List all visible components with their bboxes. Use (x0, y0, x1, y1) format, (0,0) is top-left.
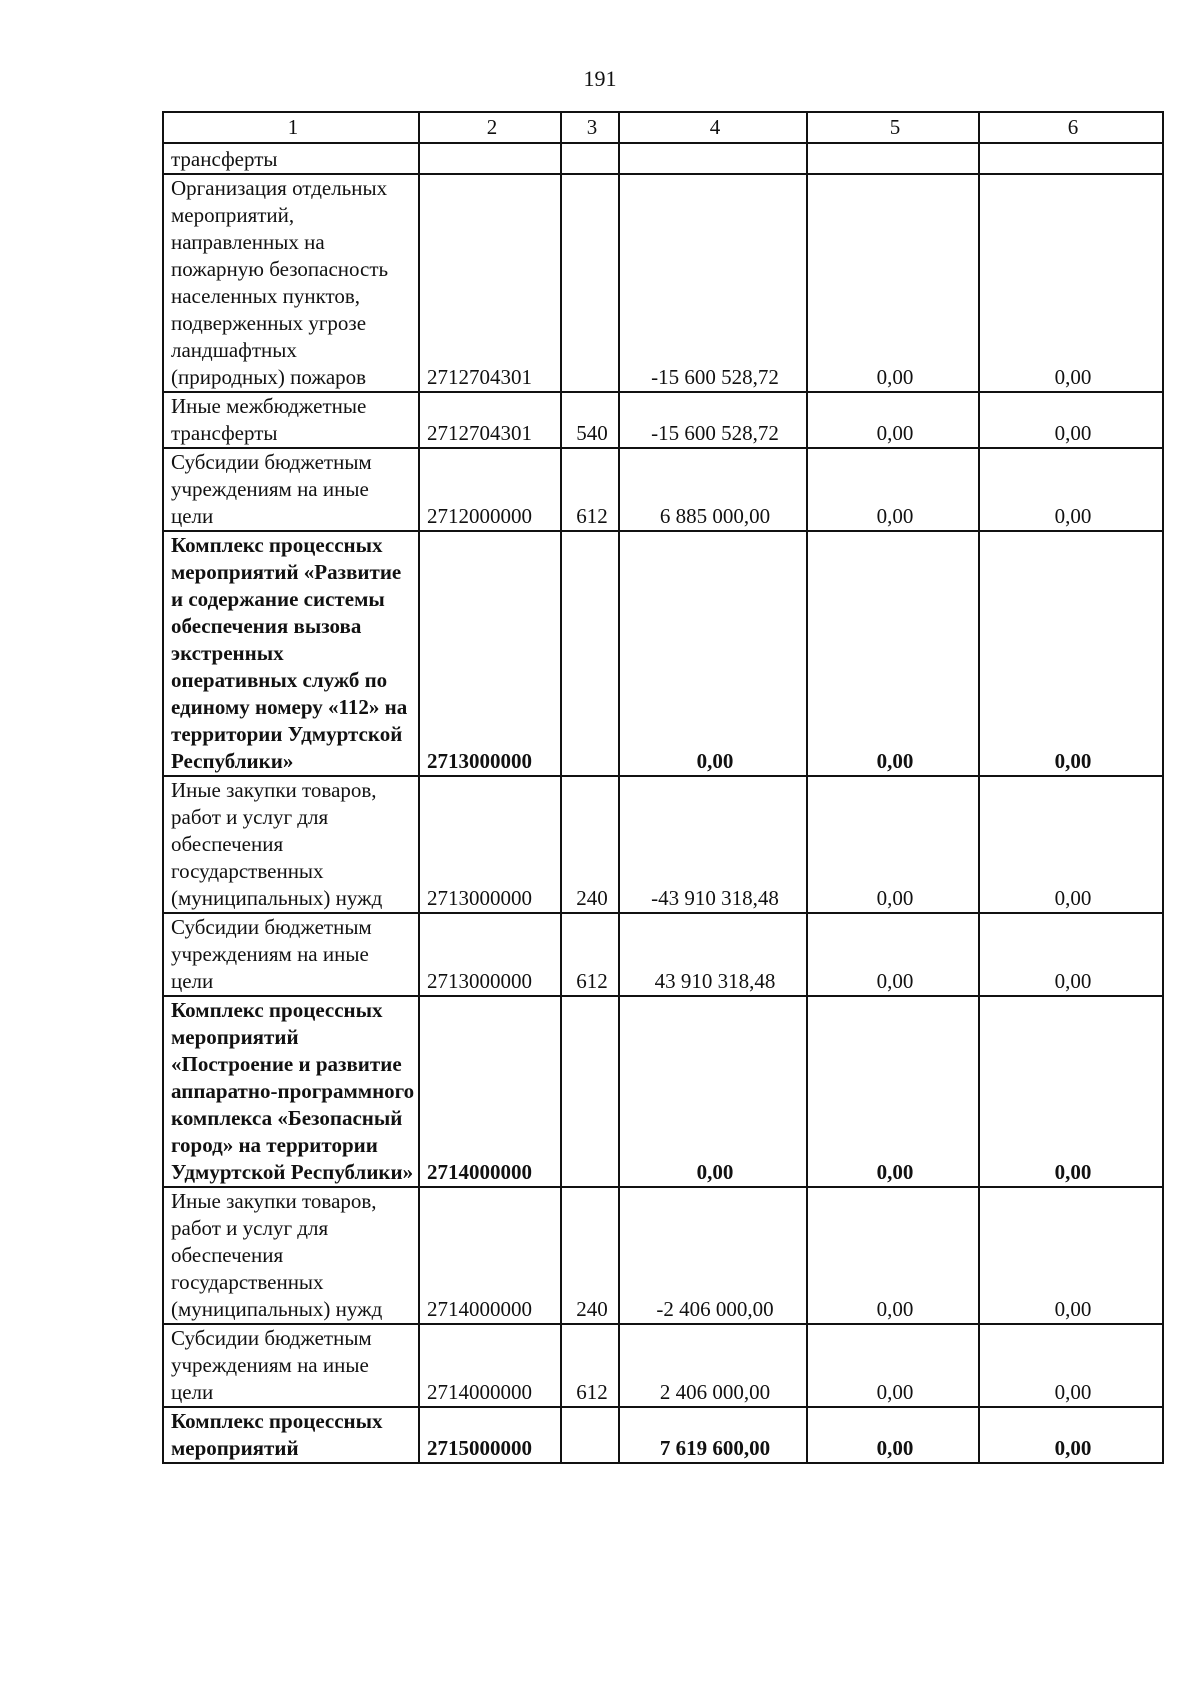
row-year3-cell: 0,00 (979, 392, 1163, 448)
row-code-cell: 2714000000 (419, 996, 561, 1187)
row-expense-type-cell (561, 531, 619, 776)
row-year3-cell: 0,00 (979, 776, 1163, 913)
row-amount-cell: -43 910 318,48 (619, 776, 807, 913)
row-year3-cell: 0,00 (979, 996, 1163, 1187)
table-row (163, 996, 1163, 1187)
row-year3-cell: 0,00 (979, 531, 1163, 776)
row-expense-type-cell (561, 996, 619, 1187)
row-code-cell: 2712704301 (419, 174, 561, 392)
page-number: 191 (583, 66, 617, 91)
row-amount-cell: 0,00 (619, 531, 807, 776)
row-amount-cell (619, 143, 807, 174)
table-row (163, 1407, 1163, 1463)
row-amount-cell: -15 600 528,72 (619, 174, 807, 392)
row-name-cell: Организация отдельных мероприятий, направленных на пожарную безопасность населенных пунктов, подверженных угрозе ландшафтных (природных) пожаров (163, 174, 419, 392)
budget-table-body (163, 112, 1163, 1463)
row-year2-cell: 0,00 (807, 776, 979, 913)
row-year3-cell: 0,00 (979, 913, 1163, 996)
column-header: 1 (163, 112, 419, 143)
row-code-cell: 2713000000 (419, 913, 561, 996)
row-year2-cell: 0,00 (807, 913, 979, 996)
row-year2-cell: 0,00 (807, 996, 979, 1187)
row-year3-cell: 0,00 (979, 1407, 1163, 1463)
row-year2-cell: 0,00 (807, 531, 979, 776)
row-expense-type-cell (561, 1407, 619, 1463)
row-year2-cell: 0,00 (807, 1407, 979, 1463)
row-year3-cell: 0,00 (979, 1324, 1163, 1407)
row-year2-cell: 0,00 (807, 1324, 979, 1407)
row-expense-type-cell: 240 (561, 1187, 619, 1324)
table-row (163, 913, 1163, 996)
row-year3-cell: 0,00 (979, 174, 1163, 392)
row-expense-type-cell: 540 (561, 392, 619, 448)
row-name-cell: трансферты (163, 143, 419, 174)
column-number-row (163, 112, 1163, 143)
budget-table (162, 111, 1164, 1464)
column-header: 2 (419, 112, 561, 143)
row-name-cell: Комплекс процессных мероприятий (163, 1407, 419, 1463)
row-code-cell: 2713000000 (419, 531, 561, 776)
row-code-cell: 2714000000 (419, 1324, 561, 1407)
row-name-cell: Субсидии бюджетным учреждениям на иные цели (163, 1324, 419, 1407)
table-row (163, 448, 1163, 531)
row-expense-type-cell: 612 (561, 1324, 619, 1407)
row-code-cell: 2715000000 (419, 1407, 561, 1463)
table-row (163, 143, 1163, 174)
row-amount-cell: -2 406 000,00 (619, 1187, 807, 1324)
row-code-cell (419, 143, 561, 174)
row-code-cell: 2714000000 (419, 1187, 561, 1324)
table-row (163, 776, 1163, 913)
row-amount-cell: 7 619 600,00 (619, 1407, 807, 1463)
row-expense-type-cell (561, 174, 619, 392)
row-name-cell: Иные закупки товаров, работ и услуг для обеспечения государственных (муниципальных) нужд (163, 776, 419, 913)
row-amount-cell: 2 406 000,00 (619, 1324, 807, 1407)
row-amount-cell: 43 910 318,48 (619, 913, 807, 996)
row-amount-cell: 0,00 (619, 996, 807, 1187)
row-amount-cell: 6 885 000,00 (619, 448, 807, 531)
row-name-cell: Комплекс процессных мероприятий «Развитие и содержание системы обеспечения вызова экстренных оперативных служб по единому номеру «112» на территории Удмуртской Республики» (163, 531, 419, 776)
row-year3-cell: 0,00 (979, 448, 1163, 531)
row-expense-type-cell: 612 (561, 448, 619, 531)
row-name-cell: Иные закупки товаров, работ и услуг для обеспечения государственных (муниципальных) нужд (163, 1187, 419, 1324)
table-row (163, 1187, 1163, 1324)
row-code-cell: 2713000000 (419, 776, 561, 913)
row-expense-type-cell: 612 (561, 913, 619, 996)
row-name-cell: Иные межбюджетные трансферты (163, 392, 419, 448)
row-year3-cell (979, 143, 1163, 174)
row-name-cell: Субсидии бюджетным учреждениям на иные цели (163, 913, 419, 996)
row-year3-cell: 0,00 (979, 1187, 1163, 1324)
row-year2-cell: 0,00 (807, 448, 979, 531)
column-header: 5 (807, 112, 979, 143)
column-header: 3 (561, 112, 619, 143)
table-row (163, 1324, 1163, 1407)
row-expense-type-cell (561, 143, 619, 174)
row-code-cell: 2712000000 (419, 448, 561, 531)
column-header: 4 (619, 112, 807, 143)
row-code-cell: 2712704301 (419, 392, 561, 448)
row-name-cell: Субсидии бюджетным учреждениям на иные цели (163, 448, 419, 531)
column-header: 6 (979, 112, 1163, 143)
row-year2-cell: 0,00 (807, 174, 979, 392)
table-row (163, 531, 1163, 776)
row-year2-cell: 0,00 (807, 392, 979, 448)
row-name-cell: Комплекс процессных мероприятий «Построение и развитие аппаратно-программного комплекса «Безопасный город» на территории Удмуртской Республики» (163, 996, 419, 1187)
row-amount-cell: -15 600 528,72 (619, 392, 807, 448)
row-year2-cell (807, 143, 979, 174)
table-row (163, 174, 1163, 392)
table-row (163, 392, 1163, 448)
row-year2-cell: 0,00 (807, 1187, 979, 1324)
row-expense-type-cell: 240 (561, 776, 619, 913)
